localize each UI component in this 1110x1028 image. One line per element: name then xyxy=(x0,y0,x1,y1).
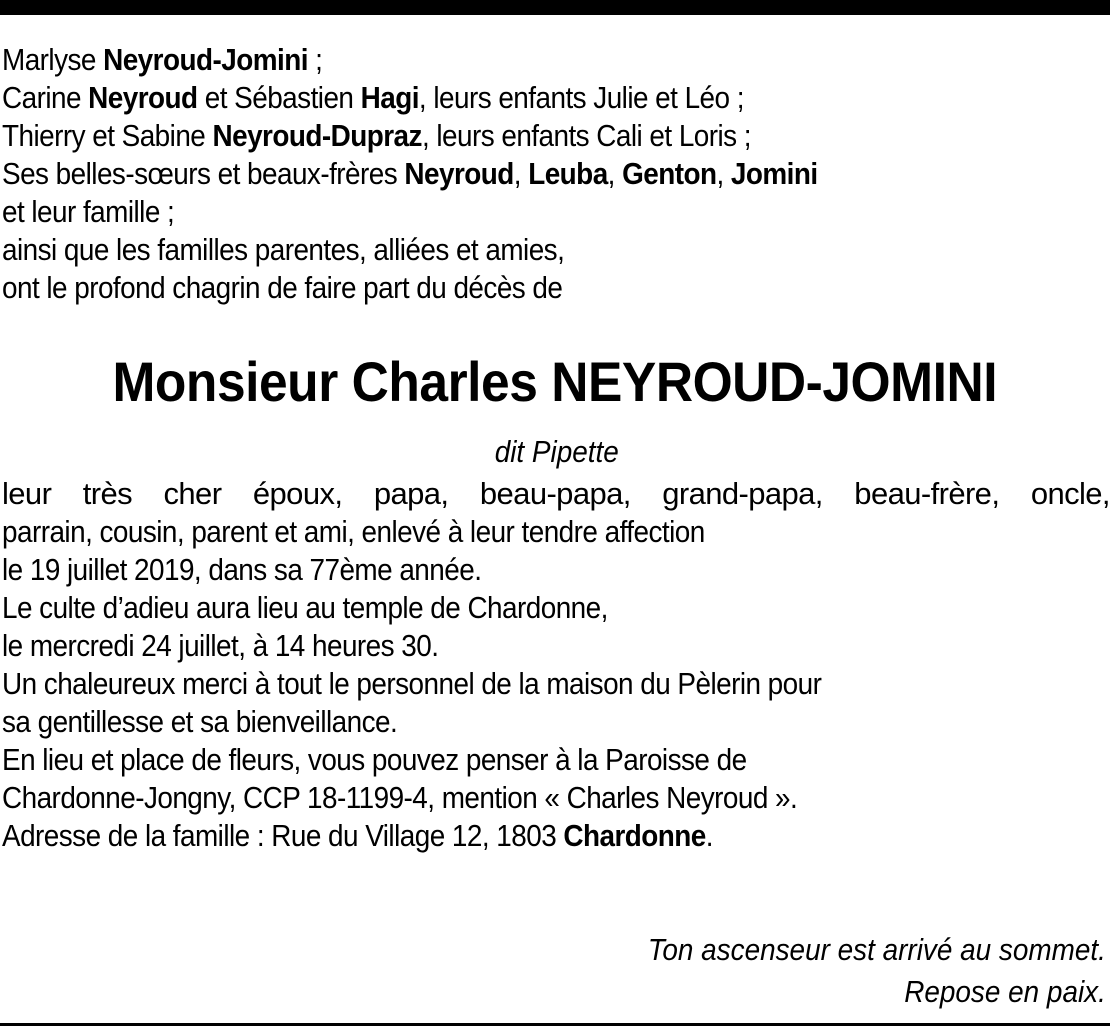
body-line xyxy=(2,627,996,665)
family-announcement xyxy=(2,41,1106,307)
nickname xyxy=(0,433,1110,471)
surname-text: Neyroud xyxy=(404,156,514,191)
surname-text: Neyroud-Jomini xyxy=(103,42,308,77)
text-segment: Chardonne-Jongny, CCP 18-1199-4, mention « Charles Neyroud ». xyxy=(2,780,798,815)
family-line xyxy=(2,155,996,193)
surname-text: Neyroud-Dupraz xyxy=(212,118,422,153)
text-segment: et leur famille ; xyxy=(2,194,175,229)
surname-text: Leuba xyxy=(528,156,608,191)
body-line xyxy=(2,551,996,589)
family-line xyxy=(2,117,996,155)
text-segment: Adresse de la famille : Rue du Village 12, 1803 xyxy=(2,818,564,853)
text-segment: ont le profond chagrin de faire part du décès de xyxy=(2,270,563,305)
nickname-text: dit Pipette xyxy=(494,434,619,469)
text-segment: Carine xyxy=(2,80,89,115)
top-rule xyxy=(0,0,1110,15)
text-segment: Un chaleureux merci à tout le personnel de la maison du Pèlerin pour xyxy=(2,666,822,701)
body-line xyxy=(2,741,996,779)
body-lines xyxy=(2,513,1106,855)
surname-text: Jomini xyxy=(730,156,818,191)
text-segment: , xyxy=(513,156,529,191)
obituary-body xyxy=(2,475,1110,855)
text-segment: le 19 juillet 2019, dans sa 77ème année. xyxy=(2,552,482,587)
closing-line: Ton ascenseur est arrivé au sommet. xyxy=(648,932,1106,967)
family-line xyxy=(2,231,996,269)
bottom-rule xyxy=(0,1023,1110,1026)
word: cher xyxy=(163,476,222,511)
text-segment: En lieu et place de fleurs, vous pouvez penser à la Paroisse de xyxy=(2,742,747,777)
body-line-justified xyxy=(2,475,1110,513)
text-segment: Marlyse xyxy=(2,42,104,77)
body-line xyxy=(2,589,996,627)
family-line xyxy=(2,79,996,117)
word: leur xyxy=(2,476,52,511)
text-segment: Thierry et Sabine xyxy=(2,118,213,153)
surname-text: Neyroud xyxy=(88,80,198,115)
word: très xyxy=(82,476,133,511)
word: grand-papa, xyxy=(662,476,823,511)
word: beau-papa, xyxy=(479,476,631,511)
text-segment: ; xyxy=(307,42,323,77)
text-segment: , xyxy=(716,156,731,191)
text-segment: Ses belles-sœurs et beaux-frères xyxy=(2,156,405,191)
deceased-name-text: Monsieur Charles NEYROUD-JOMINI xyxy=(112,350,998,413)
family-line xyxy=(2,269,996,307)
text-segment: Le culte d’adieu aura lieu au temple de Chardonne, xyxy=(2,590,608,625)
body-line xyxy=(2,513,996,551)
word: beau-frère, xyxy=(854,476,1000,511)
text-segment: ainsi que les familles parentes, alliées et amies, xyxy=(2,232,565,267)
text-segment: , leurs enfants Julie et Léo ; xyxy=(418,80,744,115)
body-line xyxy=(2,779,996,817)
text-segment: , leurs enfants Cali et Loris ; xyxy=(421,118,752,153)
body-line xyxy=(2,665,996,703)
body-line xyxy=(2,703,996,741)
family-line xyxy=(2,41,996,79)
text-segment: le mercredi 24 juillet, à 14 heures 30. xyxy=(2,628,439,663)
text-segment: , xyxy=(607,156,623,191)
surname-text: Chardonne xyxy=(563,818,706,853)
word: oncle, xyxy=(1030,476,1110,511)
text-segment: parrain, cousin, parent et ami, enlevé à leur tendre affection xyxy=(2,514,705,549)
surname-text: Genton xyxy=(622,156,717,191)
closing-message xyxy=(597,929,1106,1013)
surname-text: Hagi xyxy=(360,80,419,115)
word: papa, xyxy=(373,476,449,511)
body-line xyxy=(2,817,996,855)
deceased-name xyxy=(0,350,1110,414)
text-segment: et Sébastien xyxy=(197,80,361,115)
closing-line: Repose en paix. xyxy=(904,974,1106,1009)
text-segment: sa gentillesse et sa bienveillance. xyxy=(2,704,398,739)
word: époux, xyxy=(252,476,343,511)
text-segment: . xyxy=(705,818,713,853)
family-line xyxy=(2,193,996,231)
